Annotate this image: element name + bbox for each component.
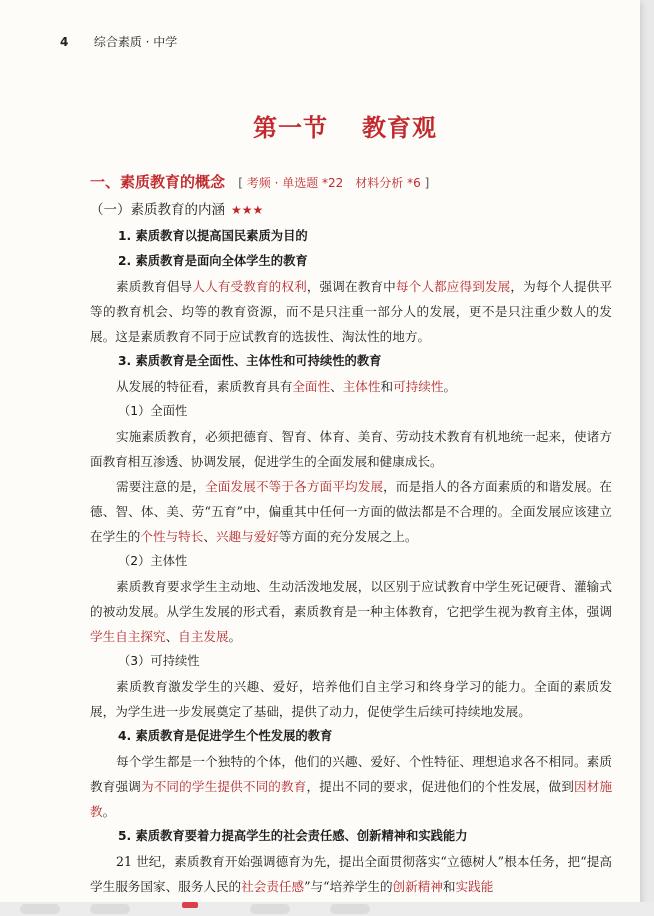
paragraph: 实施素质教育，必须把德育、智育、体育、美育、劳动技术教育有机地统一起来，使诸方面教育相互渗透、协调发展，促进学生的全面发展和健康成长。 xyxy=(90,429,612,469)
exam-frequency-tag xyxy=(238,176,429,190)
text-run: 等方面的充分发展之上。 xyxy=(278,529,418,544)
text-run: 。 xyxy=(102,804,116,819)
highlight-text: 个性与特长 xyxy=(140,529,204,544)
paragraph xyxy=(90,474,612,549)
text-run: 和 xyxy=(442,879,456,894)
point-3: 3. 素质教育是全面性、主体性和可持续性的教育 xyxy=(118,354,382,368)
text-run: ，强调在教育中 xyxy=(306,279,396,294)
running-header xyxy=(60,33,177,50)
highlight-text: 因材施教 xyxy=(90,779,613,819)
text-run: 和 xyxy=(380,379,394,394)
heading-level2-label: （一）素质教育的内涵 xyxy=(90,202,225,218)
heading-level1 xyxy=(90,168,612,196)
text-run: 。 xyxy=(443,379,457,394)
tag-close-bracket: ] xyxy=(424,176,430,190)
paragraph xyxy=(90,574,612,649)
highlight-text: 每个人都应得到发展 xyxy=(395,279,511,294)
highlight-text: 社会责任感 xyxy=(241,879,305,894)
decorative-blob xyxy=(250,904,290,914)
highlight-text: 创新精神 xyxy=(392,879,443,894)
text-run: 需要注意的是， xyxy=(116,479,206,494)
decorative-blob xyxy=(330,904,370,914)
text-run: 、 xyxy=(165,629,179,644)
text-run: 、 xyxy=(330,379,343,394)
subpoint-comprehensiveness: （1）全面性 xyxy=(118,404,188,418)
decorative-red-tab xyxy=(182,902,198,908)
page-number: 4 xyxy=(60,35,69,49)
section-name: 教育观 xyxy=(362,114,437,142)
section-title xyxy=(0,108,640,143)
highlight-text: 全面发展不等于各方面平均发展 xyxy=(205,479,384,494)
main-content xyxy=(90,168,612,899)
text-run: 从发展的特征看，素质教育具有 xyxy=(116,379,293,394)
text-run: ，提出不同的要求，促进他们的个性发展，做到 xyxy=(306,779,574,794)
text-run: 每个学生都是一个独特的个体，他们的兴趣、爱好、个性特征、理想追求各不相同。素质教育强调 xyxy=(90,754,612,794)
text-run: ”与“培养学生的 xyxy=(304,879,393,894)
text-run: ，为每个人提供平等的教育机会、均等的教育资源，而不是只注重一部分人的发展，更不是只注重少数人的发展。这是素质教育不同于应试教育的选拔性、淘汰性的地方。 xyxy=(90,279,613,344)
highlight-text: 兴趣与爱好 xyxy=(215,529,279,544)
point-2: 2. 素质教育是面向全体学生的教育 xyxy=(118,254,308,268)
text-run: 。 xyxy=(228,629,242,644)
highlight-text: 全面性 xyxy=(292,379,331,394)
highlight-text: 实践能 xyxy=(455,879,494,894)
heading-level2 xyxy=(90,196,612,224)
highlight-text: 可持续性 xyxy=(393,379,444,394)
tag-text: 考频 · 单选题 *22 材料分析 *6 xyxy=(246,176,421,190)
point-4: 4. 素质教育是促进学生个性发展的教育 xyxy=(118,729,333,743)
subpoint-subjectivity: （2）主体性 xyxy=(118,554,188,568)
paragraph xyxy=(90,849,612,899)
paragraph xyxy=(90,749,612,824)
text-run: 、 xyxy=(203,529,216,544)
tag-open-bracket: [ xyxy=(238,176,243,190)
subpoint-sustainability: （3）可持续性 xyxy=(118,654,200,668)
highlight-text: 学生自主探究 xyxy=(90,629,166,644)
paragraph: 素质教育激发学生的兴趣、爱好，培养他们自主学习和终身学习的能力。全面的素质发展，为学生进一步发展奠定了基础，提供了动力，促使学生后续可持续地发展。 xyxy=(90,679,612,719)
book-title: 综合素质 · 中学 xyxy=(93,35,178,49)
point-1: 1. 素质教育以提高国民素质为目的 xyxy=(118,229,308,243)
text-run: 素质教育倡导 xyxy=(116,279,193,294)
highlight-text: 为不同的学生提供不同的教育 xyxy=(140,779,307,794)
decorative-blob xyxy=(20,904,60,914)
section-number: 第一节 xyxy=(253,114,328,142)
heading-level1-label: 一、素质教育的概念 xyxy=(90,173,226,191)
text-run: 21 世纪，素质教育开始强调德育为先，提出全面贯彻落实“立德树人”根本任务，把“提高学生服务国家、服务人民的 xyxy=(90,854,612,894)
paragraph xyxy=(90,274,612,349)
paragraph xyxy=(90,374,612,399)
highlight-text: 人人有受教育的权利 xyxy=(192,279,307,294)
point-5: 5. 素质教育要着力提高学生的社会责任感、创新精神和实践能力 xyxy=(118,829,468,843)
bottom-decoration xyxy=(0,902,654,916)
text-run: 素质教育要求学生主动地、生动活泼地发展，以区别于应试教育中学生死记硬背、灌输式的被动发展。从学生发展的形式看，素质教育是一种主体教育，它把学生视为教育主体，强调 xyxy=(90,579,612,619)
highlight-text: 自主发展 xyxy=(178,629,229,644)
text-run: ，而是指人的各方面素质的和谐发展。在德、智、体、美、劳“五育”中，偏重其中任何一方面的做法都是不合理的。全面发展应该建立在学生的 xyxy=(90,479,613,544)
decorative-blob xyxy=(90,904,130,914)
importance-stars: ★★★ xyxy=(231,203,264,217)
highlight-text: 主体性 xyxy=(342,379,381,394)
